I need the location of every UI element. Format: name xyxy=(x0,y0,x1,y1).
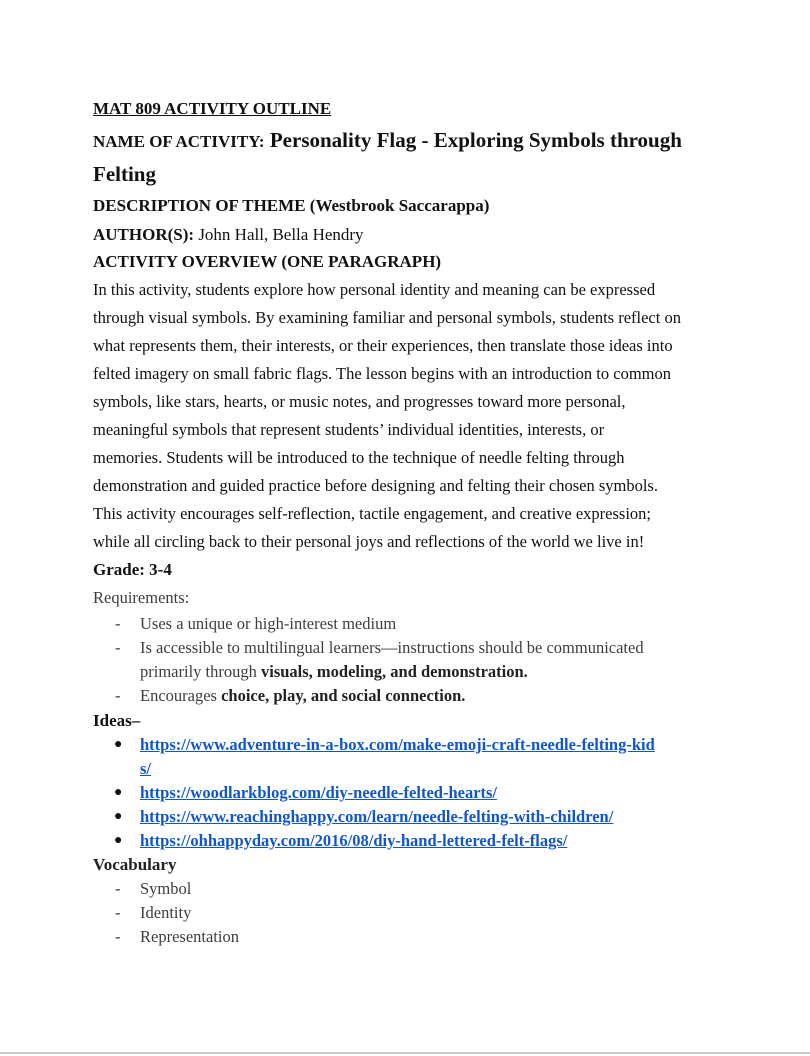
dash-marker: - xyxy=(115,686,121,705)
document-title: MAT 809 ACTIVITY OUTLINE xyxy=(93,99,332,118)
activity-name-value-cont: Felting xyxy=(93,162,156,186)
vocab-item xyxy=(93,877,723,901)
page-bottom-border xyxy=(0,1052,810,1054)
idea-link-item-cont xyxy=(93,757,723,781)
requirement-text: Encourages xyxy=(140,686,222,705)
overview-line: symbols, like stars, hearts, or music notes, and progresses toward more personal, xyxy=(93,392,626,411)
overview-line: meaningful symbols that represent students’ individual identities, interests, or xyxy=(93,420,605,439)
idea-link-item xyxy=(93,805,723,829)
dash-marker: - xyxy=(115,903,121,922)
activity-name-label: NAME OF ACTIVITY: xyxy=(93,132,265,151)
requirement-item xyxy=(93,612,723,636)
requirement-item xyxy=(93,636,723,660)
requirement-text: Is accessible to multilingual learners—instructions should be communicated xyxy=(140,638,644,657)
idea-link-item xyxy=(93,829,723,853)
bullet-marker: ● xyxy=(114,737,123,752)
overview-line: This activity encourages self-reflection, tactile engagement, and creative expression; xyxy=(93,504,652,523)
dash-marker: - xyxy=(115,614,121,633)
authors-label: AUTHOR(S): xyxy=(93,225,195,244)
vocabulary-label: Vocabulary xyxy=(93,855,177,874)
vocab-text: Symbol xyxy=(140,879,192,898)
overview-line: what represents them, their interests, or their experiences, then translate those ideas into xyxy=(93,336,673,355)
overview-heading: ACTIVITY OVERVIEW (ONE PARAGRAPH) xyxy=(93,252,442,271)
dash-marker: - xyxy=(115,927,121,946)
idea-link[interactable]: https://www.adventure-in-a-box.com/make-emoji-craft-needle-felting-kid xyxy=(140,735,655,754)
idea-link-item xyxy=(93,781,723,805)
requirement-item xyxy=(93,684,723,708)
overview-line: demonstration and guided practice before designing and felting their chosen symbols. xyxy=(93,476,658,495)
dash-marker: - xyxy=(115,879,121,898)
grade: Grade: 3-4 xyxy=(93,560,172,579)
bullet-marker: ● xyxy=(114,785,123,800)
idea-link-item xyxy=(93,733,723,757)
overview-paragraph xyxy=(93,276,723,556)
overview-line: felted imagery on small fabric flags. The lesson begins with an introduction to common xyxy=(93,364,671,383)
authors xyxy=(93,221,723,248)
document-page xyxy=(93,94,723,949)
overview-line: In this activity, students explore how personal identity and meaning can be expressed xyxy=(93,280,656,299)
dash-marker: - xyxy=(115,638,121,657)
overview-line: through visual symbols. By examining familiar and personal symbols, students reflect on xyxy=(93,308,681,327)
vocab-text: Identity xyxy=(140,903,192,922)
vocab-item xyxy=(93,925,723,949)
requirement-bold: choice, play, and social connection. xyxy=(221,686,466,705)
requirement-bold: visuals, modeling, and demonstration. xyxy=(260,662,528,681)
authors-value: John Hall, Bella Hendry xyxy=(194,225,364,244)
activity-name xyxy=(93,124,723,158)
idea-link[interactable]: https://ohhappyday.com/2016/08/diy-hand-lettered-felt-flags/ xyxy=(140,831,568,850)
ideas-label: Ideas– xyxy=(93,711,141,730)
overview-line: memories. Students will be introduced to the technique of needle felting through xyxy=(93,448,625,467)
bullet-marker: ● xyxy=(114,809,123,824)
activity-name-value: Personality Flag - Exploring Symbols through xyxy=(264,128,682,152)
bullet-marker: ● xyxy=(114,833,123,848)
requirements-label: Requirements: xyxy=(93,588,190,607)
idea-link[interactable]: https://woodlarkblog.com/diy-needle-felted-hearts/ xyxy=(140,783,498,802)
vocab-item xyxy=(93,901,723,925)
vocab-text: Representation xyxy=(140,927,239,946)
requirement-text: primarily through xyxy=(140,662,261,681)
idea-link[interactable]: https://www.reachinghappy.com/learn/needle-felting-with-children/ xyxy=(140,807,614,826)
requirement-text: Uses a unique or high-interest medium xyxy=(140,614,397,633)
requirement-item-cont xyxy=(93,660,723,684)
theme-heading: DESCRIPTION OF THEME (Westbrook Saccarappa) xyxy=(93,196,490,215)
overview-line: while all circling back to their personal joys and reflections of the world we live in! xyxy=(93,532,645,551)
idea-link[interactable]: s/ xyxy=(140,759,152,778)
